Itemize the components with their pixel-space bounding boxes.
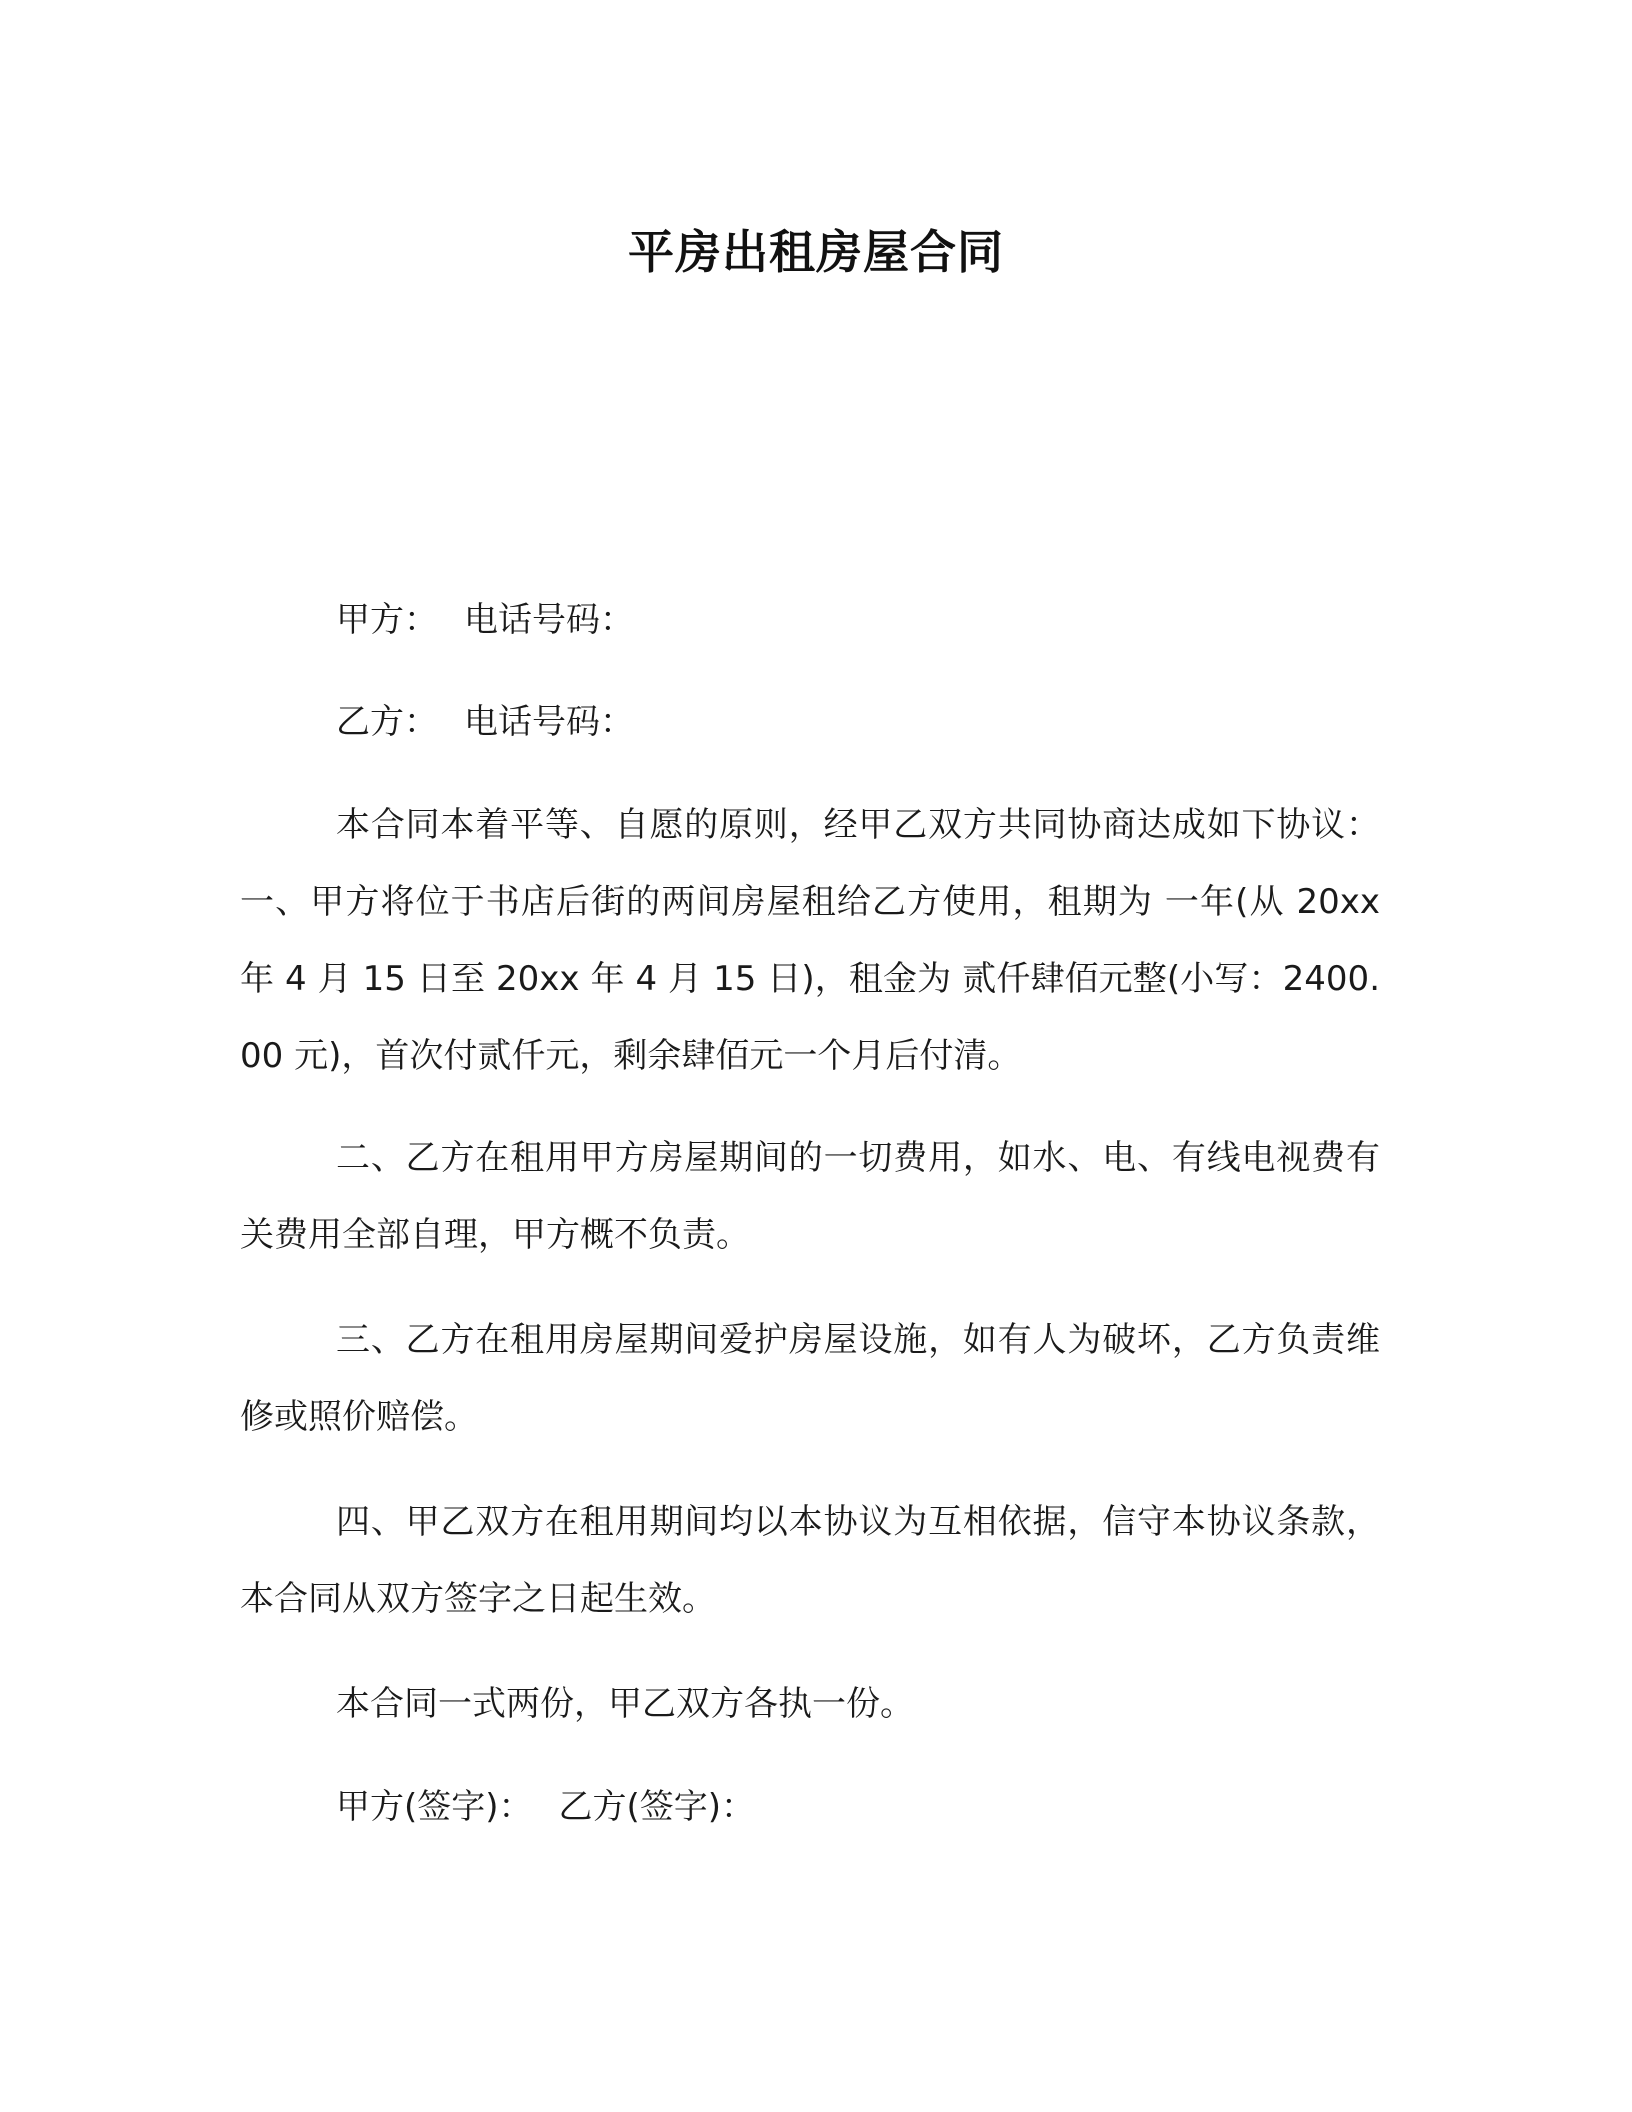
party-b-signature-label: 乙方(签字)：	[558, 1787, 756, 1827]
party-a-line	[240, 582, 1380, 659]
party-a-signature-label: 甲方(签字)：	[336, 1787, 533, 1827]
copies-statement: 本合同一式两份，甲乙双方各执一份。	[336, 1684, 914, 1724]
document-title: 平房出租房屋合同	[628, 225, 1004, 279]
party-a-label: 甲方：	[336, 600, 438, 640]
clause-4: 四、甲乙双方在租用期间均以本协议为互相依据，信守本协议条款，本合同从双方签字之日起生效。	[240, 1502, 1380, 1619]
clause-intro-and-1: 本合同本着平等、自愿的原则，经甲乙双方共同协商达成如下协议：一、甲方将位于书店后街的两间房屋租给乙方使用，租期为 一年(从 20xx 年 4 月 15 日至 20xx 年 4 月 15 日)，租金为 贰仟肆佰元整(小写：2400.00 元)，首次付贰仟元，剩余肆佰元一个月后付清。	[240, 805, 1380, 1076]
party-b-label: 乙方：	[336, 702, 438, 742]
party-b-line	[240, 684, 1380, 761]
signature-line	[240, 1769, 1380, 1846]
party-a-phone-label: 电话号码：	[464, 600, 634, 640]
party-b-phone-label: 电话号码：	[464, 702, 634, 742]
clause-2: 二、乙方在租用甲方房屋期间的一切费用，如水、电、有线电视费有关费用全部自理，甲方概不负责。	[240, 1138, 1380, 1255]
clause-3: 三、乙方在租用房屋期间爱护房屋设施，如有人为破坏，乙方负责维修或照价赔偿。	[240, 1320, 1380, 1437]
